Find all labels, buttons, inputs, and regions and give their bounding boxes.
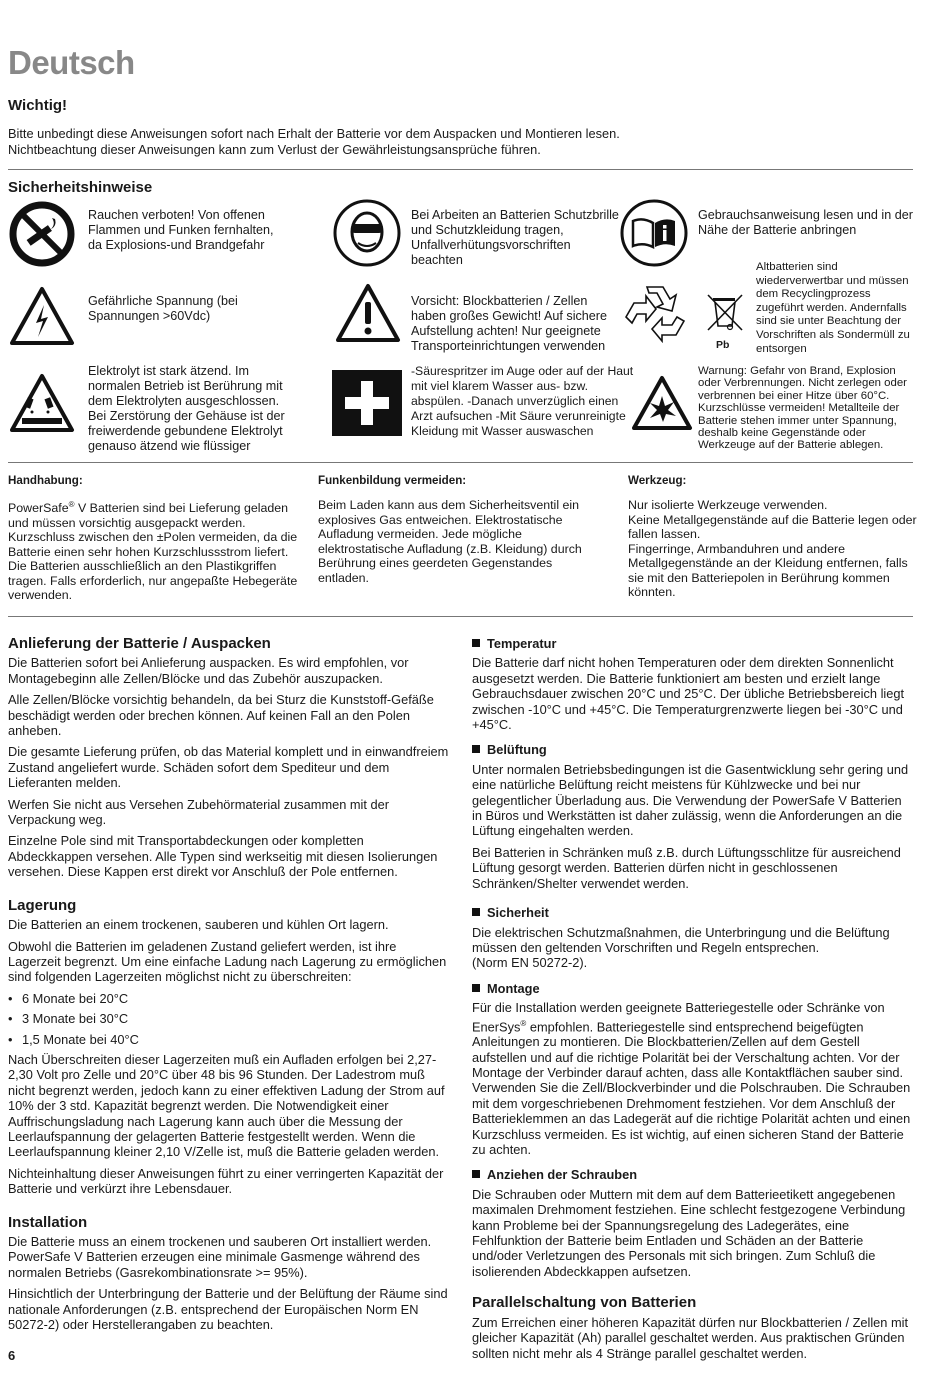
parallel-p1: Zum Erreichen einer höheren Kapazität dürfen nur Blockbatterien / Zellen mit gleicher Kapazität (Ah) parallel geschaltet werden. Aus praktischen Gründen sollten nicht mehr als 4 Stränge parallel geschaltet werden.: [472, 1314, 909, 1361]
warning-icon: [334, 282, 402, 344]
sparks-text: Beim Laden kann aus dem Sicherheitsventil ein explosives Gas entweichen. Elektrostatische Aufladung vermeiden. Jede mögliche elektrostatische Aufladung (z.B. Kleidung) durch Berührung eines geerdeten Gegenstandes entladen.: [318, 498, 582, 585]
no-smoking-text: Rauchen verboten! Von offenen Flammen und Funken fernhalten, da Explosions-und Brandgefahr: [88, 208, 274, 252]
divider: [8, 169, 913, 170]
installation-p2: Hinsichtlich der Unterbringung der Batterie und der Belüftung der Räume sind nationale Anforderungen (z.B. entsprechend der Europäischen Norm EN 50272-2) oder Herstellerangaben zu beachten.: [8, 1286, 448, 1333]
delivery-p3: Die gesamte Lieferung prüfen, ob das Material komplett und in einwandfreiem Zustand angeliefert wurde. Schäden sofort dem Spediteur und dem Lieferanten melden.: [8, 744, 449, 791]
security-p1: Die elektrischen Schutzmaßnahmen, die Unterbringung und die Belüftung müssen den geltenden Vorschriften und Regeln entsprechen.: [472, 924, 890, 955]
storage-p2: Obwohl die Batterien im geladenen Zustand geliefert werden, ist ihre Lagerzeit begrenzt. Um eine einfache Ladung nach Lagerung zu ermöglichen sind folgenden Lagerzeiten möglichst nicht zu überschreiten:: [8, 938, 447, 985]
first-aid-icon: [332, 370, 402, 436]
tools-line-1: Nur isolierte Werkzeuge verwenden.: [628, 498, 828, 512]
recycle-icon: [620, 281, 690, 343]
left-column: [8, 636, 450, 1338]
delivery-heading: Anlieferung der Batterie / Auspacken: [8, 635, 271, 652]
explosion-text: Warnung: Gefahr von Brand, Explosion oder Verbrennungen. Nicht zerlegen oder verbrennen bei einer Hitze über 60°C. Kurzschlüsse vermeiden! Metallteile der Batterie stehen immer unter Spannung, deshalb keine Gegenstände oder Werkzeuge auf der Batterie ablegen.: [698, 365, 907, 452]
storage-p4: Nichteinhaltung dieser Anweisungen führt zu einer verringerten Kapazität der Batterie und verkürzt ihre Lebensdauer.: [8, 1165, 444, 1197]
divider: [8, 462, 913, 463]
goggles-text: Bei Arbeiten an Batterien Schutzbrille und Schutzkleidung tragen, Unfallverhütungsvorschriften beachten: [411, 208, 619, 267]
delivery-p4: Werfen Sie nicht aus Versehen Zubehörmaterial zusammen mit der Verpackung weg.: [8, 796, 390, 828]
divider: [8, 616, 913, 617]
temperature-heading: Temperatur: [472, 636, 914, 651]
list-item: • 1,5 Monate bei 40°C: [8, 1032, 450, 1047]
tools-line-2: Keine Metallgegenstände auf die Batterie legen oder fallen lassen.: [628, 512, 917, 541]
delivery-p1: Die Batterien sofort bei Anlieferung auspacken. Es wird empfohlen, vor Montagebeginn alle Zellen/Blöcke und das Zubehör auszupacken.: [8, 655, 409, 686]
high-voltage-icon: [8, 285, 76, 347]
tools-text: [628, 498, 918, 600]
explosion-icon: [630, 374, 694, 432]
installation-p1: Die Batterie muss an einem trockenen und sauberen Ort installiert werden. PowerSafe V Batterien erzeugen eine minimale Gasmenge während des normalen Betriebs (Gasrekombinationsrate >= 95%).: [8, 1234, 432, 1280]
installation-heading: Installation: [8, 1213, 88, 1231]
goggles-icon: [332, 198, 402, 268]
screws-p1: Die Schrauben oder Muttern mit dem auf dem Batterieetikett angegebenen maximalen Drehmoment festziehen. Eine schlecht festgezogene Verbindung kann Probleme bei der Spannungsregelung des Ladegerätes, eine Fehlfunktion der Batterie beim Entladen und Schäden an der Batterie und/oder Verletzungen des Personals mit sich bringen. Zum Schluß die isolierenden Abdeckkappen aufsetzen.: [472, 1186, 906, 1279]
voltage-text: Gefährliche Spannung (bei Spannungen >60Vdc): [88, 294, 238, 323]
important-line-2: Nichtbeachtung dieser Anweisungen kann zum Verlust der Gewährleistungsansprüche führen.: [8, 142, 541, 157]
sparks-heading: Funkenbildung vermeiden:: [318, 474, 467, 487]
screws-heading: Anziehen der Schrauben: [472, 1167, 914, 1182]
no-smoking-icon: [8, 200, 76, 268]
temperature-p1: Die Batterie darf nicht hohen Temperaturen oder dem direkten Sonnenlicht ausgesetzt werden. Die Batterie funktioniert am besten und erzielt lange Gebrauchsdauer zwischen 20°C und 25°C. Der übliche Betriebsbereich liegt zwischen -10°C und +45°C. Die Temperaturgrenzwerte liegen bei -30°C und +45°C.: [472, 655, 905, 733]
important-text: [8, 126, 918, 158]
page-number: 6: [8, 1348, 16, 1363]
ventilation-p2: Bei Batterien in Schränken muß z.B. durch Lüftungsschlitze für ausreichend Lüftung gesorgt werden. Batterien dürfen nicht in geschlossenen Schränken/Shelter verwendet werden.: [472, 844, 901, 891]
delivery-p5: Einzelne Pole sind mit Transportabdeckungen oder kompletten Abdeckkappen versehen. Alle Typen sind werkseitig mit diesen Isolierungen versehen. Diese Kappen erst direkt vor Anschluß der Pole entfernen.: [8, 833, 438, 880]
handling-heading: Handhabung:: [8, 474, 83, 487]
page-title: Deutsch: [8, 44, 135, 81]
crossed-bin-icon: [702, 290, 748, 338]
tools-line-3: Fingerringe, Armbanduhren und andere Metallgegenstände an der Kleidung entfernen, falls sie mit den Batteriepolen in Berührung kommen könnten.: [628, 541, 908, 599]
heavy-text: Vorsicht: Blockbatterien / Zellen haben großes Gewicht! Auf sichere Aufstellung achten! Nur geeignete Transporteinrichtungen verwenden: [411, 294, 608, 353]
pb-label: Pb: [716, 339, 730, 351]
ventilation-p1: Unter normalen Betriebsbedingungen ist die Gasentwicklung sehr gering und eine natürliche Belüftung reicht meistens für Kühlzwecke und bei nur gelegentlicher Überladung aus. Die Verwendung der PowerSafe V Batterien in Büros und Werkstätten ist daher zulässig, wenn die Anforderungen an die Lüftung eingehalten werden.: [472, 761, 909, 839]
handling-text: PowerSafe® V Batterien sind bei Lieferung geladen und müssen vorsichtig ausgepackt werden. Kurzschluss zwischen den ±Polen vermeiden, da die Batterie einen sehr hohen Kurzschlussstrom liefert. Die Batterien ausschließlich an den Plastikgriffen tragen. Falls erforderlich, nur angepaßte Hebegeräte verwenden.: [8, 500, 298, 603]
storage-p3: Nach Überschreiten dieser Lagerzeiten muß ein Aufladen erfolgen bei 2,27-2,30 Volt pro Zelle und 20°C über 48 bis 96 Stunden. Der Ladestrom muß nicht begrenzt werden, jedoch kann zu einer effektiven Ladung der Strom auf 10% der 3 std. Kapazität begrenzt werden. Die Notwendigkeit einer Auffrischungsladung nach Lagerung kann auch über die Messung der Leerlaufspannung der gelagerten Batterie festgestellt werden. Wenn die Leerlaufspannung kleiner 2,10 V/Zelle ist, muß die Batterie geladen werden.: [8, 1051, 445, 1160]
security-p2: (Norm EN 50272-2).: [472, 955, 588, 971]
corrosive-icon: [8, 372, 76, 434]
first-aid-text: -Säurespritzer im Auge oder auf der Haut mit viel klarem Wasser aus- bzw. abspülen. -Danach unverzüglich einen Arzt aufsuchen -Mit Säure verunreinigte Kleidung mit Wasser auswaschen: [411, 364, 634, 438]
list-item: • 3 Monate bei 30°C: [8, 1011, 450, 1026]
ventilation-heading: Belüftung: [472, 742, 914, 757]
delivery-p2: Alle Zellen/Blöcke vorsichtig behandeln, da bei Sturz die Kunststoff-Gefäße beschädigt werden oder brechen können. Auf keinen Fall an den Polen anheben.: [8, 692, 434, 739]
storage-list: [8, 991, 450, 1047]
mounting-heading: Montage: [472, 981, 914, 996]
parallel-heading: Parallelschaltung von Batterien: [472, 1294, 697, 1312]
list-item: • 6 Monate bei 20°C: [8, 991, 450, 1006]
manual-icon: [619, 198, 689, 268]
right-column: [472, 636, 914, 1367]
important-line-1: Bitte unbedingt diese Anweisungen sofort nach Erhalt der Batterie vor dem Auspacken und Montieren lesen.: [8, 126, 620, 141]
storage-heading: Lagerung: [8, 896, 77, 914]
mounting-p1: Für die Installation werden geeignete Batteriegestelle oder Schränke von EnerSys® empfohlen. Batteriegestelle sind entsprechend beigefügten Anleitungen zu montieren. Die Blockbatterien/Zellen auf dem Gestell aufstellen und auf die richtige Polarität bei der Verschaltung achten. Vor der Montage der Verbinder darauf achten, dass alle Kontaktflächen sauber sind. Verwenden Sie die Zell/Blockverbinder und die Polschrauben. Die Schrauben mit dem vorgeschriebenen Drehmoment festziehen. Vor dem Anschluß der Batterieklemmen an das Ladegerät auf die richtige Polarität achten und einen Kurzschluss vermeiden. Es ist wichtig, auf einen sicheren Stand der Batterie zu achten.: [472, 1000, 911, 1158]
safety-heading: Sicherheitshinweise: [8, 179, 153, 196]
storage-p1: Die Batterien an einem trockenen, sauberen und kühlen Ort lagern.: [8, 917, 389, 933]
tools-heading: Werkzeug:: [628, 474, 687, 487]
important-heading: Wichtig!: [8, 97, 68, 114]
security-heading: Sicherheit: [472, 905, 914, 920]
corrosive-text: Elektrolyt ist stark ätzend. Im normalen Betrieb ist Berührung mit dem Elektrolyten ausgeschlossen. Bei Zerstörung der Gehäuse ist der freiwerdende gebundene Elektrolyt genauso ätzend wie flüssiger: [88, 364, 285, 453]
manual-text: Gebrauchsanweisung lesen und in der Nähe der Batterie anbringen: [698, 208, 913, 237]
recycling-text: Altbatterien sind wiederverwertbar und müssen dem Recyclingprozess zugeführt werden. Andernfalls sind sie unter Beachtung der Vorschriften als Sondermüll zu entsorgen: [756, 261, 910, 355]
